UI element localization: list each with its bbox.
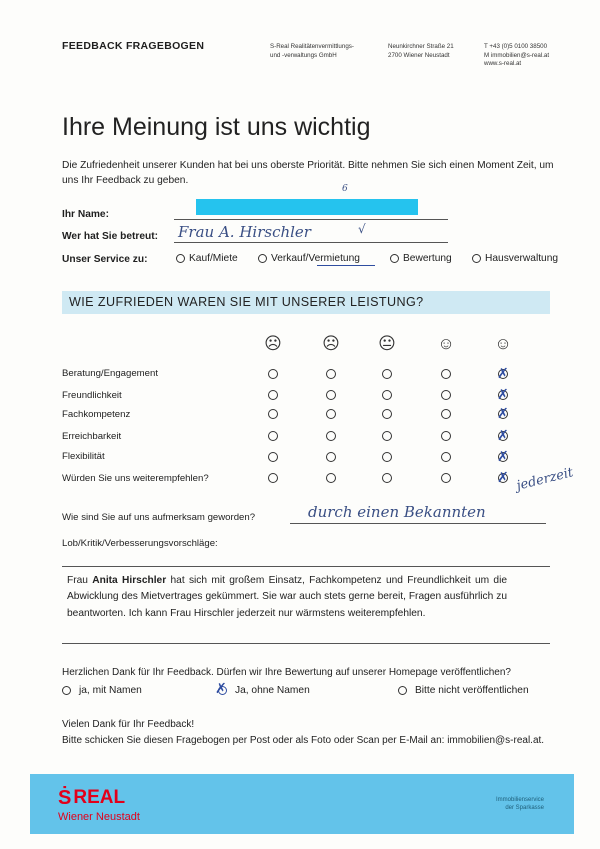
rating-radio[interactable]: [441, 409, 451, 419]
brand-name: REAL: [73, 787, 126, 808]
very-happy-face-icon: ☺: [494, 334, 512, 353]
source-value[interactable]: durch einen Bekannten: [308, 503, 486, 521]
rating-radio[interactable]: [268, 473, 278, 483]
rating-label-freundlichkeit: Freundlichkeit: [62, 390, 122, 401]
rating-label-fachkompetenz: Fachkompetenz: [62, 409, 131, 420]
rating-radio[interactable]: [326, 409, 336, 419]
radio-icon: [176, 254, 185, 263]
publish-option-none[interactable]: Bitte nicht veröffentlichen: [398, 685, 529, 696]
neutral-face-icon: 😐: [378, 334, 396, 353]
rating-radio[interactable]: [382, 431, 392, 441]
address-line2: 2700 Wiener Neustadt: [388, 51, 450, 59]
company-line1: S-Real Realitätenvermittlungs-: [270, 43, 354, 50]
comments-text[interactable]: Frau Anita Hirschler hat sich mit großem Einsatz, Fachkompetenz und Freundlichkeit um die Abwicklung des Mietvertrages gekümmert. Sie war auch stets gerne bereit, Fragen ausführlich zu beantworten. Ich kann Frau Hirschler jederzeit nur wärmstens weiterempfehlen.: [67, 575, 507, 619]
rating-radio[interactable]: [382, 409, 392, 419]
cross-mark-icon: ✗: [497, 469, 509, 485]
rating-radio[interactable]: [268, 409, 278, 419]
service-label: Unser Service zu:: [62, 254, 148, 265]
rating-label-weiterempfehlen: Würden Sie uns weiterempfehlen?: [62, 473, 209, 484]
source-label: Wie sind Sie auf uns aufmerksam geworden?: [62, 512, 256, 523]
happy-face-icon: ☺: [437, 334, 455, 353]
radio-icon: [390, 254, 399, 263]
handwritten-note: jederzeit: [515, 465, 575, 494]
publish-question: Herzlichen Dank für Ihr Feedback. Dürfen wir Ihre Bewertung auf unserer Homepage veröffentlichen?: [62, 667, 511, 678]
unhappy-face-icon: ☹: [322, 334, 340, 353]
rating-radio[interactable]: [326, 431, 336, 441]
address-block: [388, 43, 454, 60]
contact-email[interactable]: M immobilien@s-real.at: [484, 51, 550, 59]
tagline: Immobilienservice der Sparkasse: [496, 797, 545, 811]
cross-mark-icon: ✗: [497, 365, 509, 381]
service-option-kauf[interactable]: Kauf/Miete: [176, 253, 238, 264]
rating-radio[interactable]: [382, 369, 392, 379]
radio-icon: [62, 686, 71, 695]
publish-option-without-name[interactable]: Ja, ohne Namen: [218, 685, 310, 696]
company-line2: und -verwaltungs GmbH: [270, 51, 337, 59]
rating-radio[interactable]: [326, 452, 336, 462]
footer-band: [30, 774, 574, 834]
rating-label-erreichbarkeit: Erreichbarkeit: [62, 431, 122, 442]
comments-label: Lob/Kritik/Verbesserungsvorschläge:: [62, 538, 218, 549]
handwritten-mark: 6: [342, 184, 348, 194]
rating-radio[interactable]: [441, 452, 451, 462]
radio-icon: [472, 254, 481, 263]
comments-line-1: [62, 566, 550, 567]
advisor-name-bold: Anita Hirschler: [92, 575, 167, 586]
comments-line-2: [62, 643, 550, 644]
rating-radio[interactable]: [268, 369, 278, 379]
rating-radio[interactable]: [326, 369, 336, 379]
contact-block: [484, 43, 549, 69]
rating-radio[interactable]: [326, 473, 336, 483]
checkmark-icon: √: [358, 222, 366, 236]
satisfaction-heading: WIE ZUFRIEDEN WAREN SIE MIT UNSERER LEISTUNG?: [69, 295, 424, 309]
rating-radio[interactable]: [441, 369, 451, 379]
rating-radio[interactable]: [382, 390, 392, 400]
name-line: [174, 219, 448, 220]
advisor-line: [174, 242, 448, 243]
cross-mark-icon: ✗: [497, 427, 509, 443]
radio-icon: [258, 254, 267, 263]
service-option-hausverwaltung[interactable]: Hausverwaltung: [472, 253, 558, 264]
page-title: Ihre Meinung ist uns wichtig: [62, 113, 371, 141]
rating-radio[interactable]: [441, 431, 451, 441]
service-option-verkauf[interactable]: Verkauf/Vermietung: [258, 253, 360, 264]
form-title: FEEDBACK FRAGEBOGEN: [62, 40, 205, 52]
source-line: [290, 523, 546, 524]
service-underline: [317, 265, 375, 266]
service-option-bewertung[interactable]: Bewertung: [390, 253, 452, 264]
rating-radio[interactable]: [441, 390, 451, 400]
redacted-name: [196, 199, 418, 215]
cross-mark-icon: ✗: [497, 405, 509, 421]
rating-radio[interactable]: [268, 390, 278, 400]
rating-label-beratung: Beratung/Engagement: [62, 368, 159, 379]
cross-mark-icon: ✗: [497, 386, 509, 402]
advisor-value[interactable]: Frau A. Hirschler: [178, 223, 311, 241]
advisor-label: Wer hat Sie betreut:: [62, 231, 159, 242]
rating-radio[interactable]: [268, 452, 278, 462]
rating-radio[interactable]: [268, 431, 278, 441]
contact-web[interactable]: www.s-real.at: [484, 60, 522, 67]
brand-city: Wiener Neustadt: [58, 811, 140, 823]
contact-phone: T +43 (0)5 0100 38500: [484, 43, 548, 50]
name-label: Ihr Name:: [62, 209, 109, 220]
rating-radio[interactable]: [326, 390, 336, 400]
instruction-text: Bitte schicken Sie diesen Fragebogen per Post oder als Foto oder Scan per E-Mail an: immobilien@s-real.at.: [62, 735, 545, 746]
publish-option-with-name[interactable]: ja, mit Namen: [62, 685, 142, 696]
address-line1: Neunkirchner Straße 21: [388, 43, 454, 50]
intro-text: Die Zufriedenheit unserer Kunden hat bei uns oberste Priorität. Bitte nehmen Sie sich einen Moment Zeit, um uns Ihr Feedback zu geben.: [62, 160, 554, 186]
cross-mark-icon: ✗: [497, 448, 509, 464]
satisfaction-banner: [62, 291, 550, 314]
sparkasse-logo-icon: Ṡ: [58, 787, 72, 809]
company-block: [270, 43, 354, 60]
rating-radio[interactable]: [382, 452, 392, 462]
very-unhappy-face-icon: ☹: [264, 334, 282, 353]
radio-icon: [398, 686, 407, 695]
rating-radio[interactable]: [441, 473, 451, 483]
publish-cross-mark-icon: ✗: [215, 680, 227, 696]
rating-label-flexibilitaet: Flexibilität: [62, 451, 105, 462]
thanks-text: Vielen Dank für Ihr Feedback!: [62, 719, 195, 730]
brand-logo: [58, 788, 125, 808]
rating-radio[interactable]: [382, 473, 392, 483]
